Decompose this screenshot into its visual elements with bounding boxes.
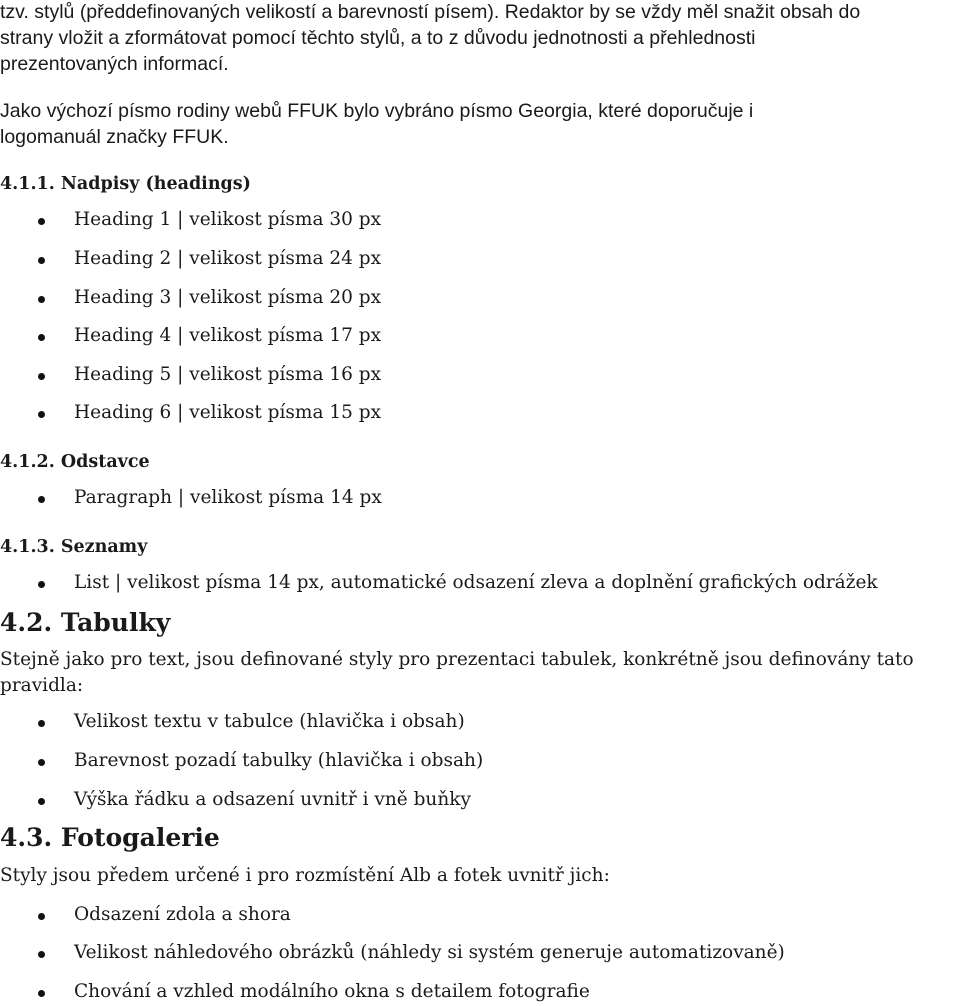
bullet-icon bbox=[38, 296, 45, 303]
bullet-icon bbox=[38, 951, 45, 958]
section-heading-lists: 4.1.3. Seznamy bbox=[0, 537, 148, 557]
bullet-icon bbox=[38, 759, 45, 766]
bullet-icon bbox=[38, 913, 45, 920]
section-heading-tables: 4.2. Tabulky bbox=[0, 608, 171, 637]
bullet-icon bbox=[38, 798, 45, 805]
bullet-icon bbox=[38, 581, 45, 588]
tables-intro-line-2: pravidla: bbox=[0, 675, 84, 696]
font-note-line-1: Jako výchozí písmo rodiny webů FFUK bylo vybráno písmo Georgia, které doporučuje i bbox=[0, 100, 754, 122]
section-heading-paragraphs: 4.1.2. Odstavce bbox=[0, 452, 150, 472]
bullet-icon bbox=[38, 334, 45, 341]
intro-line-1: tzv. stylů (předdefinovaných velikostí a barevností písem). Redaktor by se vždy měl snažit obsah do bbox=[0, 1, 861, 23]
bullet-icon bbox=[38, 496, 45, 503]
bullet-icon bbox=[38, 720, 45, 727]
gallery-intro: Styly jsou předem určené i pro rozmístění Alb a fotek uvnitř jich: bbox=[0, 865, 610, 886]
intro-line-2: strany vložit a zformátovat pomocí těchto stylů, a to z důvodu jednotnosti a přehlednosti bbox=[0, 27, 756, 49]
bullet-icon bbox=[38, 373, 45, 380]
bullet-icon bbox=[38, 411, 45, 418]
bullet-icon bbox=[38, 218, 45, 225]
bullet-icon bbox=[38, 990, 45, 997]
bullet-icon bbox=[38, 257, 45, 264]
tables-intro-line-1: Stejně jako pro text, jsou definované styly pro prezentaci tabulek, konkrétně jsou definovány tato bbox=[0, 649, 914, 670]
section-heading-gallery: 4.3. Fotogalerie bbox=[0, 823, 220, 852]
section-heading-headings: 4.1.1. Nadpisy (headings) bbox=[0, 174, 251, 194]
intro-line-3: prezentovaných informací. bbox=[0, 53, 229, 75]
font-note-line-2: logomanuál značky FFUK. bbox=[0, 126, 229, 148]
